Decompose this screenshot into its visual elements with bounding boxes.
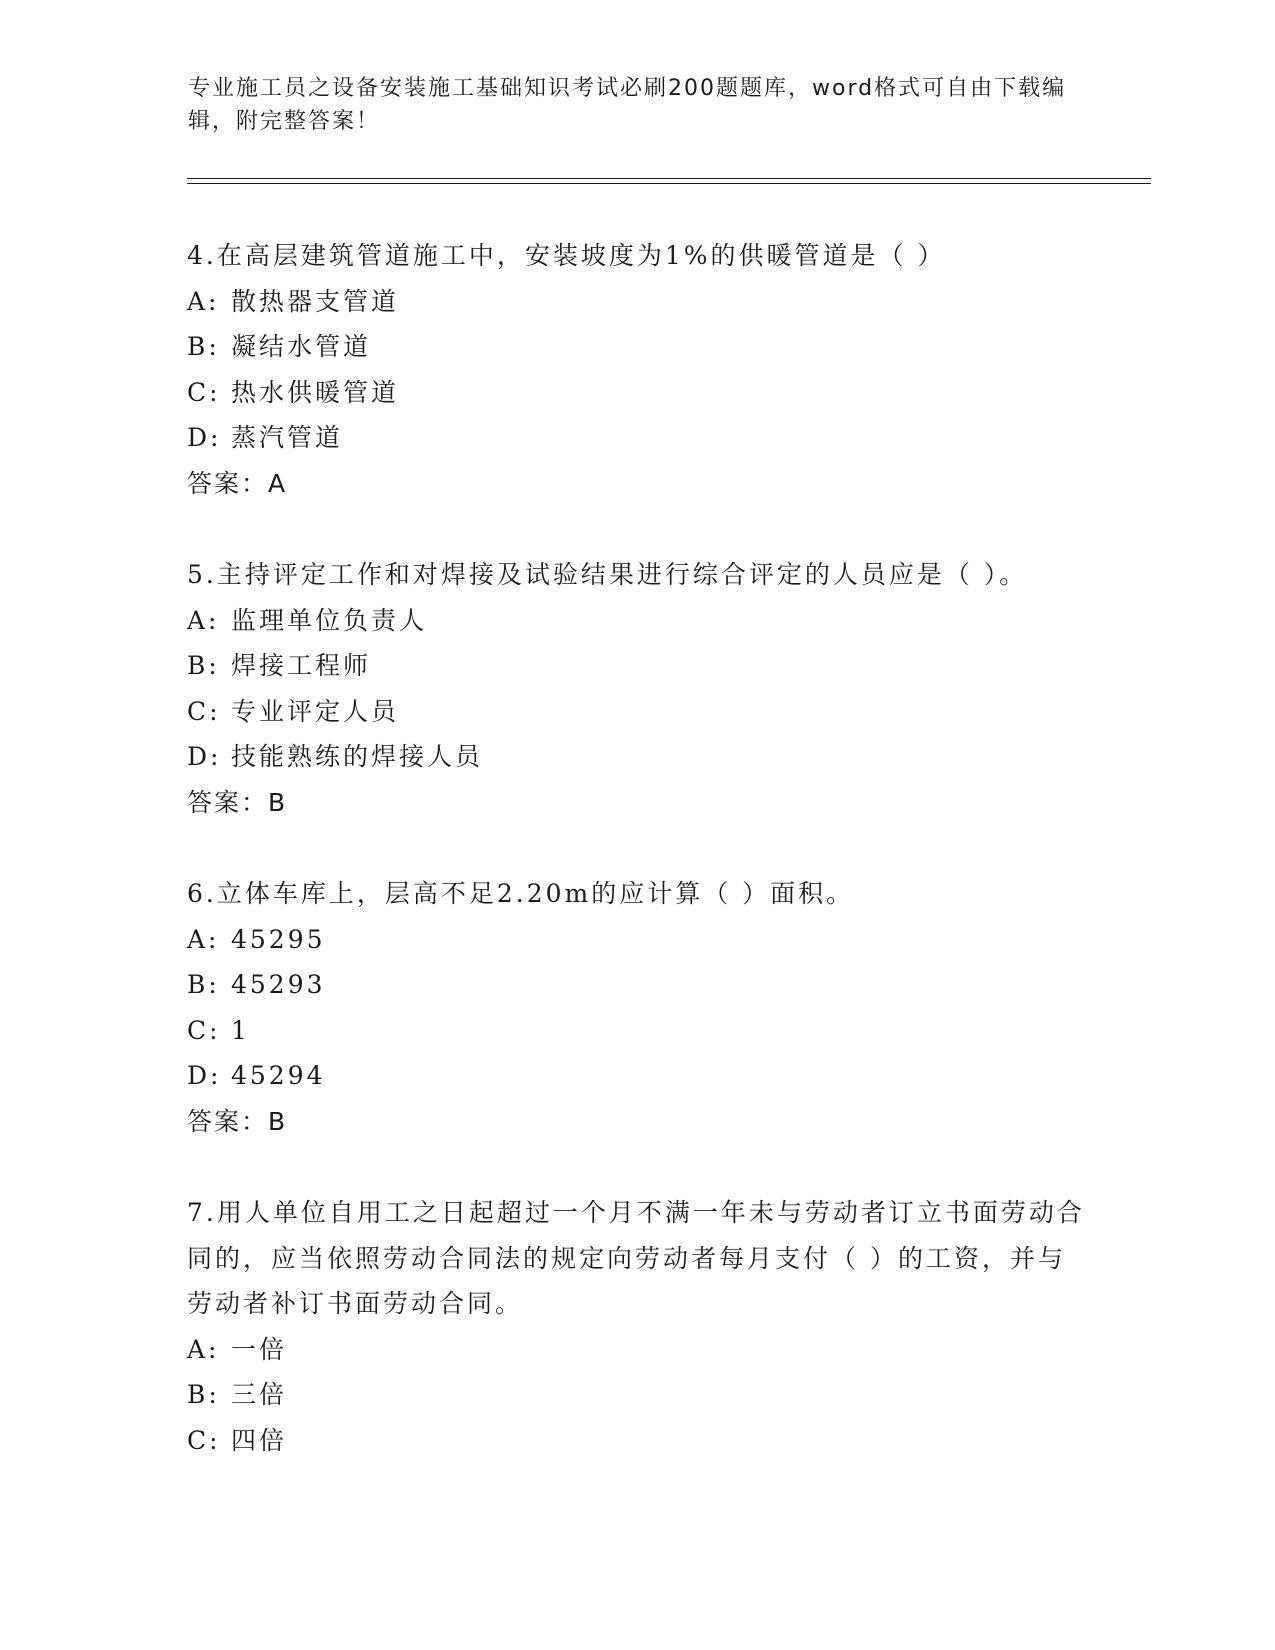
- option-d: [187, 415, 1087, 461]
- option-text: 凝结水管道: [231, 332, 372, 361]
- option-text: 45295: [231, 924, 326, 954]
- answer: 答案：A: [187, 468, 288, 498]
- question-7: [187, 1190, 1087, 1463]
- question-text: 4.在高层建筑管道施工中，安装坡度为1%的供暖管道是（ ）: [187, 241, 946, 270]
- option-b: [187, 1372, 1087, 1418]
- option-c: [187, 1418, 1087, 1464]
- question-text: 7.用人单位自用工之日起超过一个月不满一年未与劳动者订立书面劳动合同的，应当依照劳动合同法的规定向劳动者每月支付（ ）的工资，并与劳动者补订书面劳动合同。: [187, 1198, 1085, 1318]
- option-text: 1: [231, 1015, 250, 1045]
- option-a: [187, 598, 1087, 644]
- option-text: 散热器支管道: [231, 286, 400, 316]
- question-4: [187, 233, 1087, 506]
- option-b: [187, 643, 1087, 689]
- option-b: [187, 324, 1087, 370]
- option-text: 专业评定人员: [231, 696, 400, 726]
- option-text: 一倍: [231, 1334, 288, 1364]
- option-text: 45293: [231, 970, 326, 999]
- option-letter: C:: [187, 1425, 221, 1455]
- answer: 答案：B: [187, 787, 288, 817]
- option-a: [187, 1327, 1087, 1373]
- document-header: 专业施工员之设备安装施工基础知识考试必刷200题题库，word格式可自由下载编辑，附完整答案！: [188, 76, 1067, 134]
- option-letter: A:: [187, 1334, 220, 1364]
- option-letter: B:: [187, 651, 220, 680]
- option-text: 三倍: [231, 1380, 288, 1409]
- question-6: [187, 871, 1087, 1144]
- option-text: 热水供暖管道: [231, 377, 400, 407]
- option-letter: D:: [187, 1061, 222, 1090]
- option-d: [187, 734, 1087, 780]
- option-c: [187, 370, 1087, 416]
- option-a: [187, 279, 1087, 325]
- question-5: [187, 552, 1087, 825]
- option-letter: C:: [187, 1015, 221, 1045]
- option-letter: B:: [187, 1380, 220, 1409]
- question-text: 5.主持评定工作和对焊接及试验结果进行综合评定的人员应是（ ）。: [187, 560, 1028, 589]
- option-text: 技能熟练的焊接人员: [231, 742, 484, 771]
- header-divider-top: [187, 178, 1151, 179]
- option-letter: C:: [187, 377, 221, 407]
- option-text: 四倍: [231, 1425, 288, 1455]
- header-divider-bottom: [187, 183, 1151, 184]
- option-a: [187, 917, 1087, 963]
- option-c: [187, 1008, 1087, 1054]
- option-letter: D:: [187, 742, 222, 771]
- option-b: [187, 962, 1087, 1008]
- option-d: [187, 1053, 1087, 1099]
- option-letter: B:: [187, 970, 220, 999]
- question-text: 6.立体车库上，层高不足2.20m的应计算（ ）面积。: [187, 879, 855, 908]
- option-text: 蒸汽管道: [231, 423, 344, 452]
- option-c: [187, 689, 1087, 735]
- option-letter: A:: [187, 605, 220, 635]
- answer: 答案：B: [187, 1106, 288, 1136]
- option-text: 焊接工程师: [231, 651, 372, 680]
- option-letter: A:: [187, 286, 220, 316]
- option-text: 45294: [231, 1061, 326, 1090]
- option-letter: A:: [187, 924, 220, 954]
- option-letter: D:: [187, 423, 222, 452]
- option-letter: B:: [187, 332, 220, 361]
- option-text: 监理单位负责人: [231, 605, 428, 635]
- option-letter: C:: [187, 696, 221, 726]
